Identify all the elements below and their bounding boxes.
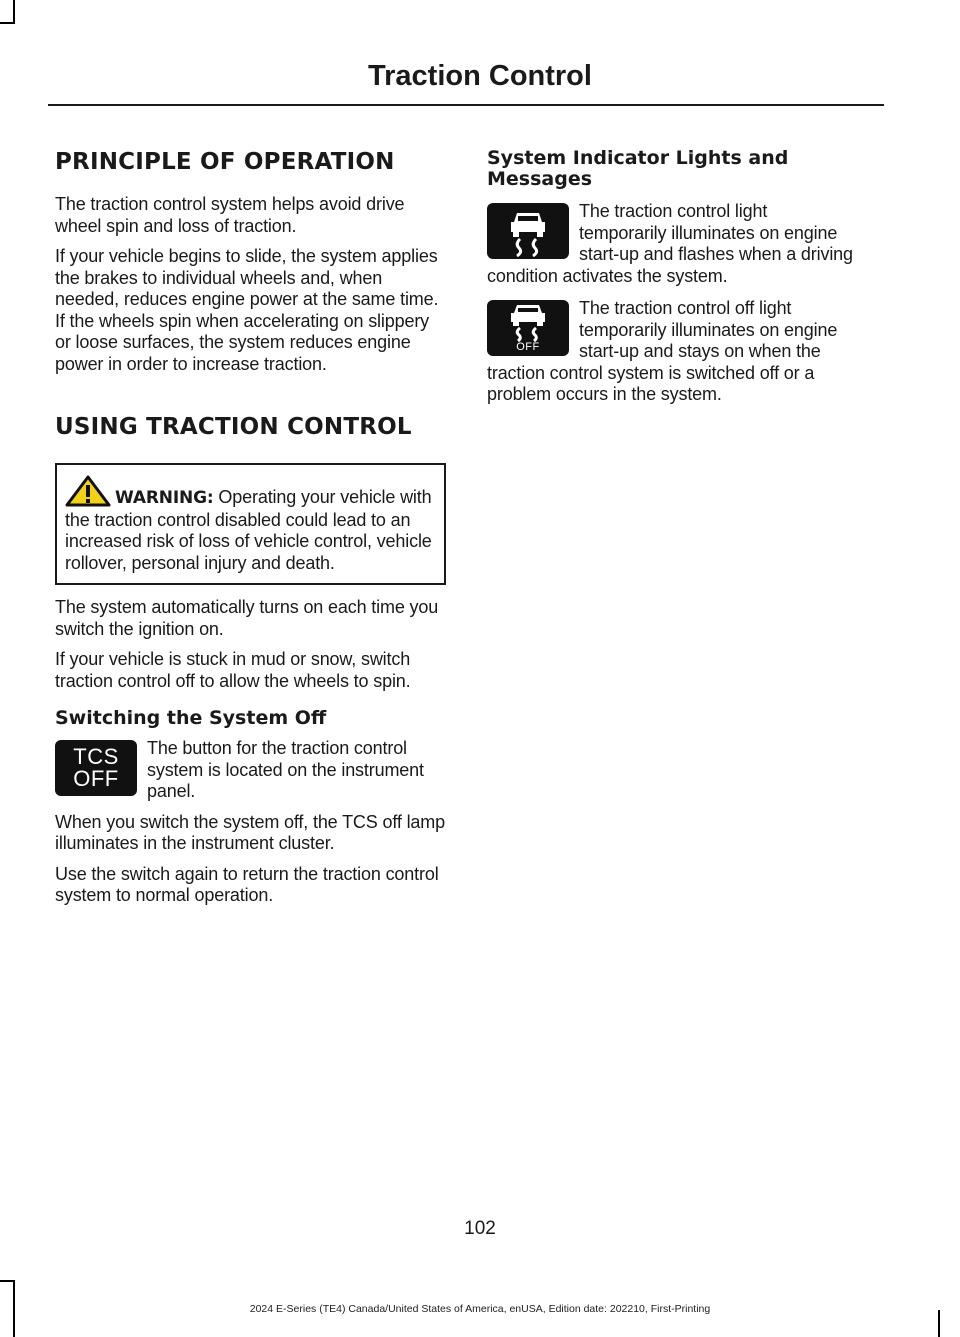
paragraph: The traction control off light temporarily illuminates on engine start-up and stays on when the traction control system is switched off or a problem occurs in the system.	[487, 298, 838, 404]
tcs-row	[55, 738, 446, 803]
heading-principle: PRINCIPLE OF OPERATION	[55, 149, 395, 175]
tcs-off-icon	[55, 738, 137, 796]
warning-box	[55, 463, 446, 585]
header-rule	[48, 104, 884, 106]
paragraph: The traction control light temporarily illuminates on engine start-up and flashes when a driving condition activates the system.	[487, 201, 853, 286]
footer-edition: 2024 E-Series (TE4) Canada/United States of America, enUSA, Edition date: 202210, First-Printing	[249, 1303, 711, 1315]
tcs-line1: TCS	[73, 744, 119, 769]
right-column	[487, 140, 853, 406]
warning-triangle-icon	[65, 475, 111, 507]
paragraph: The system automatically turns on each time you switch the ignition on.	[55, 597, 439, 639]
crop-mark	[0, 1280, 15, 1282]
heading-switching: Switching the System Off	[55, 707, 327, 729]
off-label: OFF	[516, 341, 540, 353]
warning-label: WARNING:	[115, 488, 214, 508]
tcs-off-button-icon	[55, 740, 137, 796]
paragraph: The traction control system helps avoid drive wheel spin and loss of traction.	[55, 194, 405, 236]
heading-indicators: System Indicator Lights and Messages	[487, 147, 789, 190]
warning-paragraph	[65, 475, 436, 574]
traction-control-light-icon	[487, 201, 569, 259]
crop-mark	[0, 22, 15, 24]
warning-text: Operating your vehicle with the traction control disabled could lead to an increased risk of loss of vehicle control, vehicle rollover, personal injury and death.	[65, 487, 432, 573]
heading-using: USING TRACTION CONTROL	[55, 414, 412, 440]
paragraph: If your vehicle begins to slide, the system applies the brakes to individual wheels and, when needed, reduces engine power at the same time. If the wheels spin when accelerating on slippery or loose surfaces, the system reduces engine power in order to increase traction.	[55, 246, 439, 374]
paragraph: When you switch the system off, the TCS off lamp illuminates in the instrument cluster.	[55, 811, 445, 853]
indicator-row-2	[487, 298, 853, 406]
crop-mark	[13, 0, 15, 24]
paragraph: If your vehicle is stuck in mud or snow, switch traction control off to allow the wheels to spin.	[55, 649, 411, 691]
indicator-row-1	[487, 201, 853, 287]
paragraph: Use the switch again to return the traction control system to normal operation.	[55, 863, 439, 905]
paragraph: The button for the traction control system is located on the instrument panel.	[147, 738, 424, 801]
page-title: Traction Control	[368, 60, 592, 92]
traction-control-off-light-icon	[487, 298, 569, 356]
tcs-line2: OFF	[73, 766, 119, 791]
left-column	[55, 140, 446, 907]
page-number: 102	[464, 1218, 496, 1239]
